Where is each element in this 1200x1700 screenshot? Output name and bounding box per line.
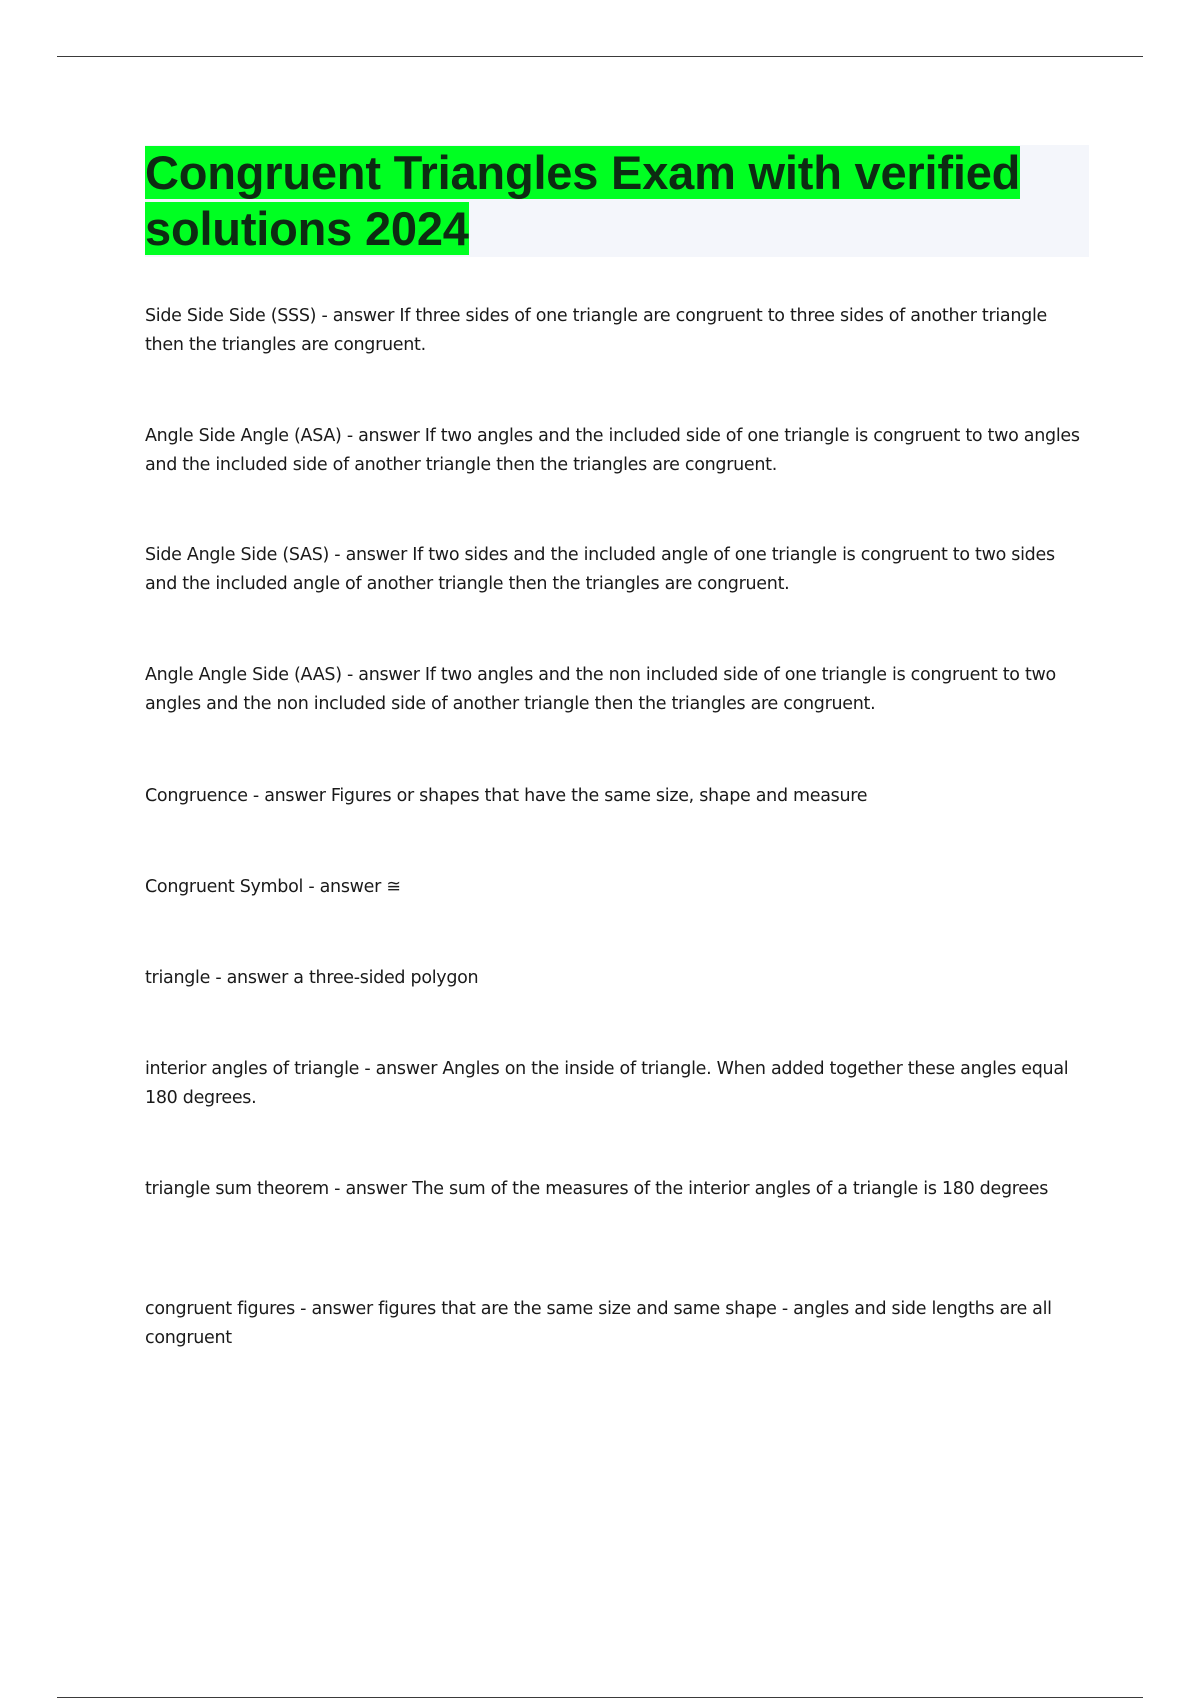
top-rule — [57, 56, 1143, 57]
qa-entry-asa: Angle Side Angle (ASA) - answer If two angles and the included side of one triangle is congruent to two angles and the included side of another triangle then the triangles are congruent. — [145, 426, 1080, 475]
qa-entry-congruent-figures: congruent figures - answer figures that are the same size and same shape - angles and side lengths are all congruent — [145, 1299, 1052, 1348]
qa-entry-congruence: Congruence - answer Figures or shapes that have the same size, shape and measure — [145, 786, 868, 806]
bottom-rule — [57, 1697, 1143, 1698]
qa-entry-triangle: triangle - answer a three-sided polygon — [145, 968, 479, 988]
document-title — [145, 145, 1089, 257]
qa-entry-sss: Side Side Side (SSS) - answer If three sides of one triangle are congruent to three sides of another triangle then the triangles are congruent. — [145, 306, 1047, 355]
title-highlight: Congruent Triangles Exam with verified solutions 2024 — [145, 146, 1021, 255]
qa-entry-sas: Side Angle Side (SAS) - answer If two sides and the included angle of one triangle is congruent to two sides and the included angle of another triangle then the triangles are congruent. — [145, 545, 1055, 594]
title-block — [145, 145, 1089, 257]
qa-entry-aas: Angle Angle Side (AAS) - answer If two angles and the non included side of one triangle is congruent to two angles and the non included side of another triangle then the triangles are congruent. — [145, 665, 1056, 714]
qa-entry-congruent-symbol: Congruent Symbol - answer ≅ — [145, 877, 401, 897]
qa-entry-triangle-sum-theorem: triangle sum theorem - answer The sum of the measures of the interior angles of a triangle is 180 degrees — [145, 1179, 1049, 1199]
qa-entry-interior-angles: interior angles of triangle - answer Angles on the inside of triangle. When added together these angles equal 180 degrees. — [145, 1059, 1069, 1108]
